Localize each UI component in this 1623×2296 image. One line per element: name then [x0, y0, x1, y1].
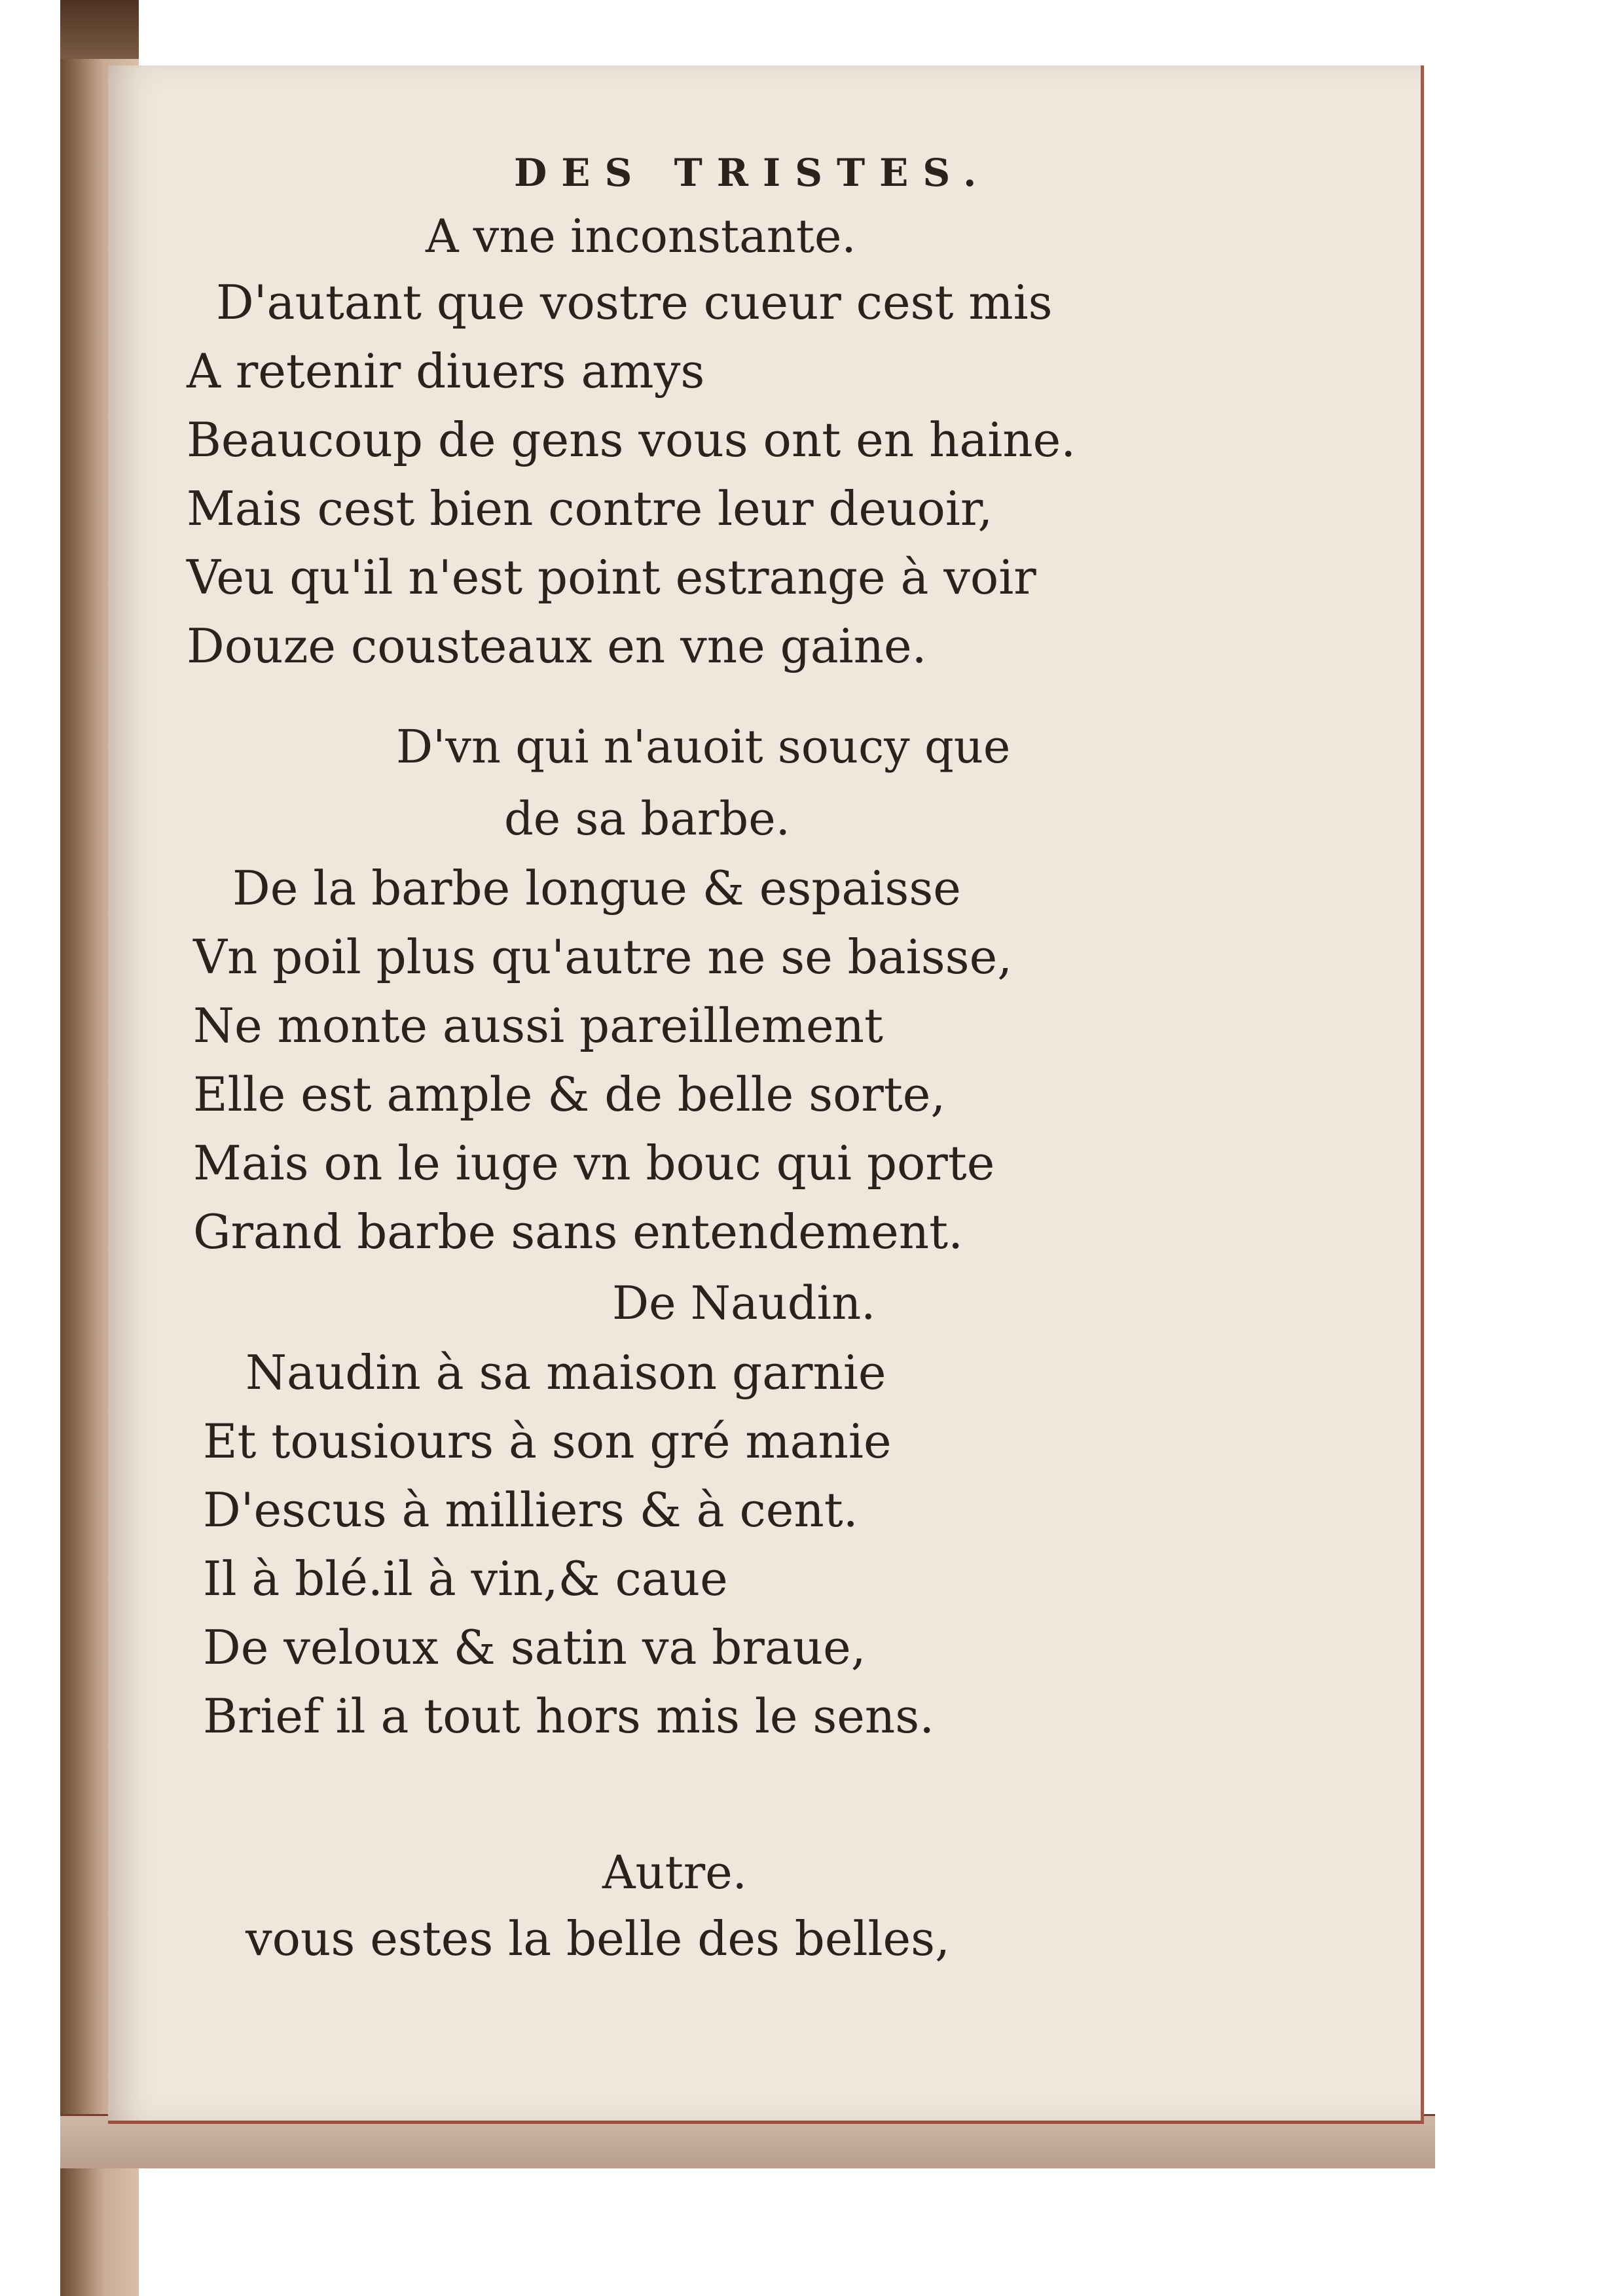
verse-line: De veloux & satin va braue,	[203, 1620, 866, 1675]
verse-line: Douze cousteaux en vne gaine.	[187, 619, 927, 673]
poem-title: A vne inconstante.	[426, 209, 856, 263]
poem-title: D'vn qui n'auoit soucy que	[396, 720, 1011, 774]
verse-line: Naudin à sa maison garnie	[246, 1345, 886, 1400]
verse-line: Beaucoup de gens vous ont en haine.	[187, 412, 1076, 467]
verse-line: D'escus à milliers & à cent.	[203, 1482, 858, 1537]
verse-line: Mais on le iuge vn bouc qui porte	[193, 1136, 995, 1191]
verse-line: Grand barbe sans entendement.	[193, 1204, 963, 1259]
book-page	[108, 65, 1424, 2124]
verse-line: Mais cest bien contre leur deuoir,	[187, 481, 993, 536]
verse-line: Ne monte aussi pareillement	[193, 998, 883, 1053]
verse-line: Elle est ample & de belle sorte,	[193, 1067, 946, 1122]
verse-line: Il à blé.il à vin,& caue	[203, 1551, 728, 1606]
book-cover-edge	[60, 0, 139, 59]
verse-line: Et tousiours à son gré manie	[203, 1414, 892, 1469]
verse-line: D'autant que vostre cueur cest mis	[216, 275, 1053, 330]
verse-line: vous estes la belle des belles,	[246, 1911, 950, 1966]
poem-title: de sa barbe.	[504, 792, 790, 846]
verse-line: Vn poil plus qu'autre ne se baisse,	[193, 929, 1013, 984]
verse-line: Brief il a tout hors mis le sens.	[203, 1689, 935, 1744]
running-head: DES TRISTES.	[514, 151, 991, 195]
poem-title: De Naudin.	[612, 1276, 876, 1330]
verse-line: Veu qu'il n'est point estrange à voir	[187, 550, 1036, 605]
poem-title: Autre.	[602, 1846, 747, 1899]
verse-line: De la barbe longue & espaisse	[232, 861, 961, 916]
verse-line: A retenir diuers amys	[187, 344, 705, 399]
